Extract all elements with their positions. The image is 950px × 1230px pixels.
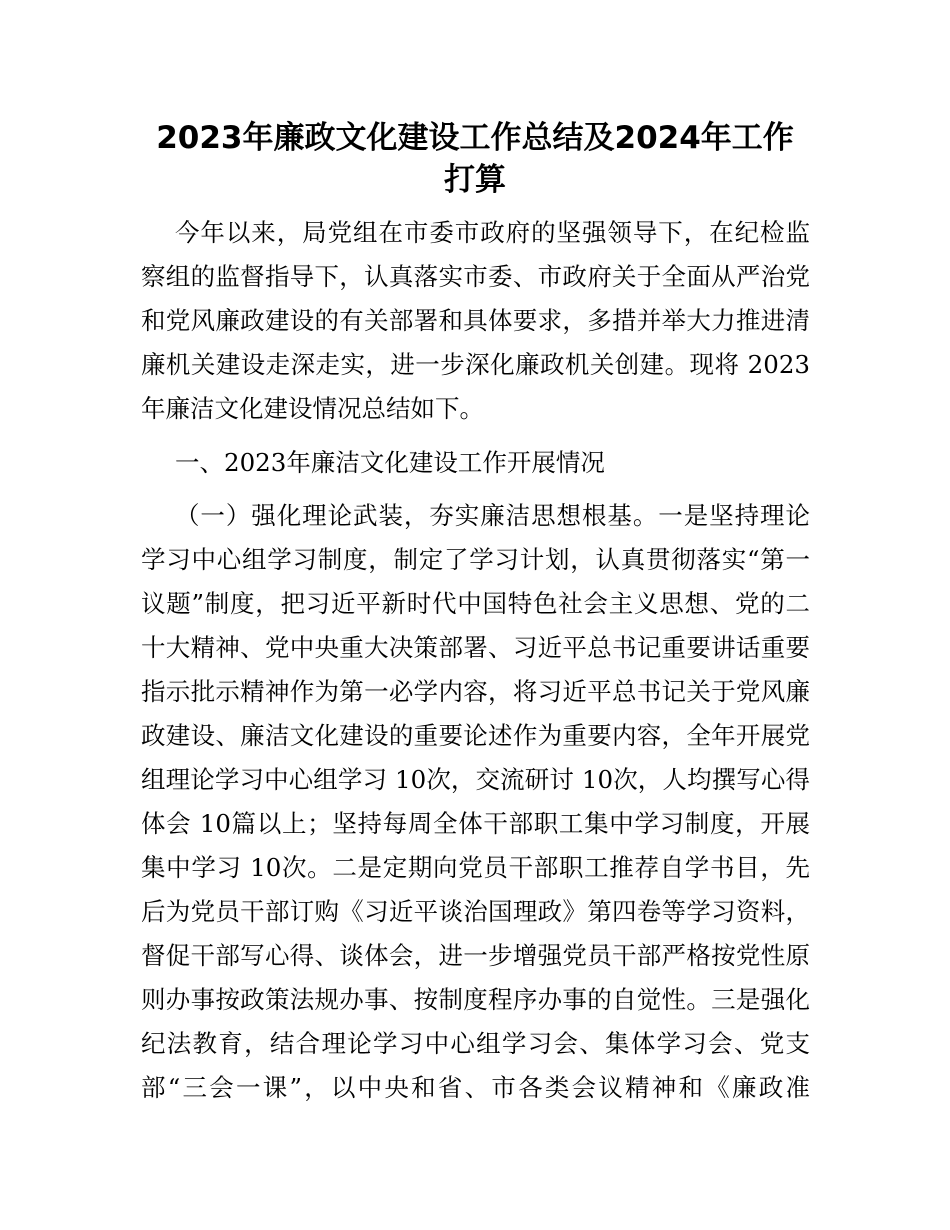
- paragraph-intro-line-4: 廉机关建设走深走实，进一步深化廉政机关创建。现将 2023: [141, 350, 810, 379]
- paragraph-section-1-line-11: 督促干部写心得、谈体会，进一步增强党员干部严格按党性原: [141, 941, 810, 970]
- paragraph-section-1-line-12: 则办事按政策法规办事、按制度程序办事的自觉性。三是强化: [141, 985, 810, 1014]
- paragraph-section-1-line-2: 学习中心组学习制度，制定了学习计划，认真贯彻落实“第一: [141, 545, 810, 574]
- paragraph-section-1-line-4: 十大精神、党中央重大决策部署、习近平总书记重要讲话重要: [141, 633, 810, 662]
- paragraph-intro-line-5: 年廉洁文化建设情况总结如下。: [141, 394, 484, 423]
- paragraph-intro-line-2: 察组的监督指导下，认真落实市委、市政府关于全面从严治党: [141, 262, 810, 291]
- paragraph-section-1-line-5: 指示批示精神作为第一必学内容，将习近平总书记关于党风廉: [141, 677, 810, 706]
- document-title-line-1: 2023年廉政文化建设工作总结及2024年工作: [156, 120, 794, 156]
- paragraph-section-1-line-13: 纪法教育，结合理论学习中心组学习会、集体学习会、党支: [141, 1029, 810, 1058]
- paragraph-section-1-line-1: （一）强化理论武装，夯实廉洁思想根基。一是坚持理论: [175, 501, 810, 530]
- paragraph-section-1-line-14: 部“三会一课”，以中央和省、市各类会议精神和《廉政准: [141, 1073, 810, 1102]
- paragraph-section-1-line-7: 组理论学习中心组学习 10次，交流研讨 10次，人均撰写心得: [141, 765, 810, 794]
- paragraph-section-1-line-6: 政建设、廉洁文化建设的重要论述作为重要内容，全年开展党: [141, 721, 810, 750]
- paragraph-section-1-line-8: 体会 10篇以上；坚持每周全体干部职工集中学习制度，开展: [141, 809, 810, 838]
- paragraph-section-1-line-3: 议题”制度，把习近平新时代中国特色社会主义思想、党的二: [141, 589, 810, 618]
- document-title-line-2: 打算: [444, 162, 506, 198]
- section-heading-1: 一、2023年廉洁文化建设工作开展情况: [175, 448, 605, 477]
- paragraph-intro-line-1: 今年以来，局党组在市委市政府的坚强领导下，在纪检监: [175, 218, 810, 247]
- paragraph-intro-line-3: 和党风廉政建设的有关部署和具体要求，多措并举大力推进清: [141, 306, 810, 335]
- paragraph-section-1-line-10: 后为党员干部订购《习近平谈治国理政》第四卷等学习资料，: [141, 897, 810, 926]
- paragraph-section-1-line-9: 集中学习 10次。二是定期向党员干部职工推荐自学书目，先: [141, 853, 810, 882]
